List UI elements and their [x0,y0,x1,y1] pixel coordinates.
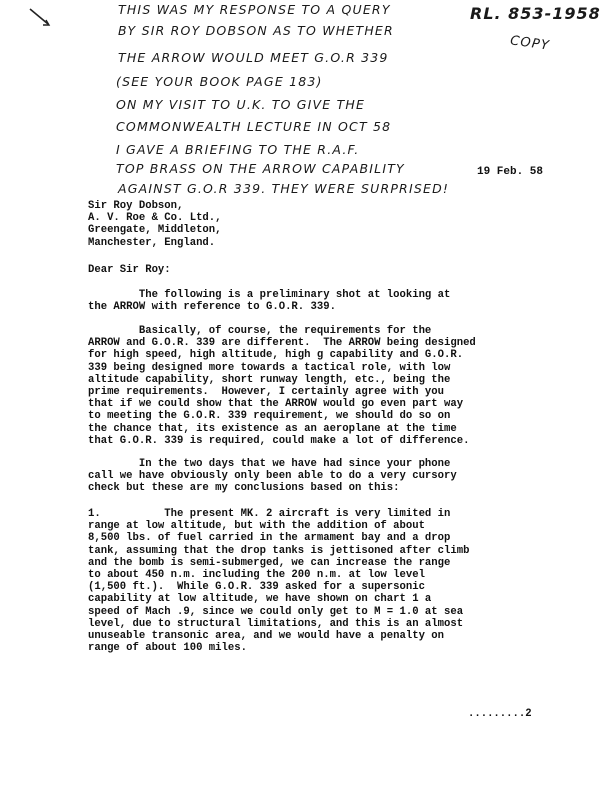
text-line: ARROW and G.O.R. 339 are different. The ARROW being designed [88,337,476,350]
text-line: for high speed, high altitude, high g capability and G.O.R. [88,349,464,362]
text-line: tank, assuming that the drop tanks is jettisoned after climb [88,544,470,557]
text-line: call we have obviously only been able to do a very cursory [88,470,457,483]
recipient-address [88,200,222,249]
text-line: 1. The present MK. 2 aircraft is very limited in [88,508,451,520]
text-line: capability at low altitude, we have shown on chart 1 a [88,593,432,606]
text-line: altitude capability, short runway length, etc., being the [88,373,451,386]
text-line: In the two days that we have had since your phone [88,458,451,470]
handwritten-line: TOP BRASS ON THE ARROW CAPABILITY [116,161,405,176]
paragraph-requirements [88,325,476,447]
text-line: and the bomb is semi-submerged, we can increase the range [88,556,451,569]
text-line: the chance that, its existence as an aeroplane at the time [88,422,457,435]
handwritten-line: (SEE YOUR BOOK PAGE 183) [116,74,323,89]
pen-check-mark [28,6,52,33]
handwritten-line: I GAVE A BRIEFING TO THE R.A.F. [116,142,360,157]
address-line: Manchester, England. [88,236,216,249]
address-line: Greengate, Middleton, [88,224,222,237]
text-line: range at low altitude, but with the addition of about [88,520,425,533]
salutation: Dear Sir Roy: [88,264,171,276]
handwritten-line: ON MY VISIT TO U.K. TO GIVE THE [116,97,366,112]
text-line: unuseable transonic area, and we would have a penalty on [88,630,445,643]
handwritten-line: BY SIR ROY DOBSON AS TO WHETHER [118,23,394,38]
handwritten-line: COMMONWEALTH LECTURE IN OCT 58 [116,119,392,134]
handwritten-line: THE ARROW WOULD MEET G.O.R 339 [118,50,389,65]
handwritten-line: AGAINST G.O.R 339. THEY WERE SURPRISED! [118,181,450,196]
text-line: (1,500 ft.). While G.O.R. 339 asked for a supersonic [88,581,425,594]
paragraph-intro [88,289,450,313]
paragraph-point-1 [88,508,469,654]
reference-number: RL. 853-1958 [470,4,601,23]
paragraph-check [88,458,457,495]
copy-label: COPY [509,33,551,54]
letter-date: 19 Feb. 58 [477,166,544,178]
text-line: check but these are my conclusions based on this: [88,482,400,495]
text-line: that G.O.R. 339 is required, could make a lot of difference. [88,434,470,447]
text-line: speed of Mach .9, since we could only get to M = 1.0 at sea [88,605,464,618]
text-line: range of about 100 miles. [88,642,247,655]
text-line: 8,500 lbs. of fuel carried in the armament bay and a drop [88,532,451,545]
text-line: Basically, of course, the requirements for the [88,325,432,337]
handwritten-line: THIS WAS MY RESPONSE TO A QUERY [118,2,391,17]
text-line: prime requirements. However, I certainly agree with you [88,386,445,399]
text-line: The following is a preliminary shot at looking at [88,289,451,301]
text-line: to about 450 n.m. including the 200 n.m. at low level [88,569,425,582]
text-line: to meeting the G.O.R. 339 requirement, we should do so on [88,410,451,423]
address-line: A. V. Roe & Co. Ltd., [88,212,222,225]
text-line: that if we could show that the ARROW would go even part way [88,398,464,411]
text-line: 339 being designed more towards a tactical role, with low [88,361,451,374]
text-line: the ARROW with reference to G.O.R. 339. [88,301,336,314]
page-continuation: .........2 [468,708,532,720]
text-line: level, due to structural limitations, and this is an almost [88,617,464,630]
address-line: Sir Roy Dobson, [88,200,184,212]
